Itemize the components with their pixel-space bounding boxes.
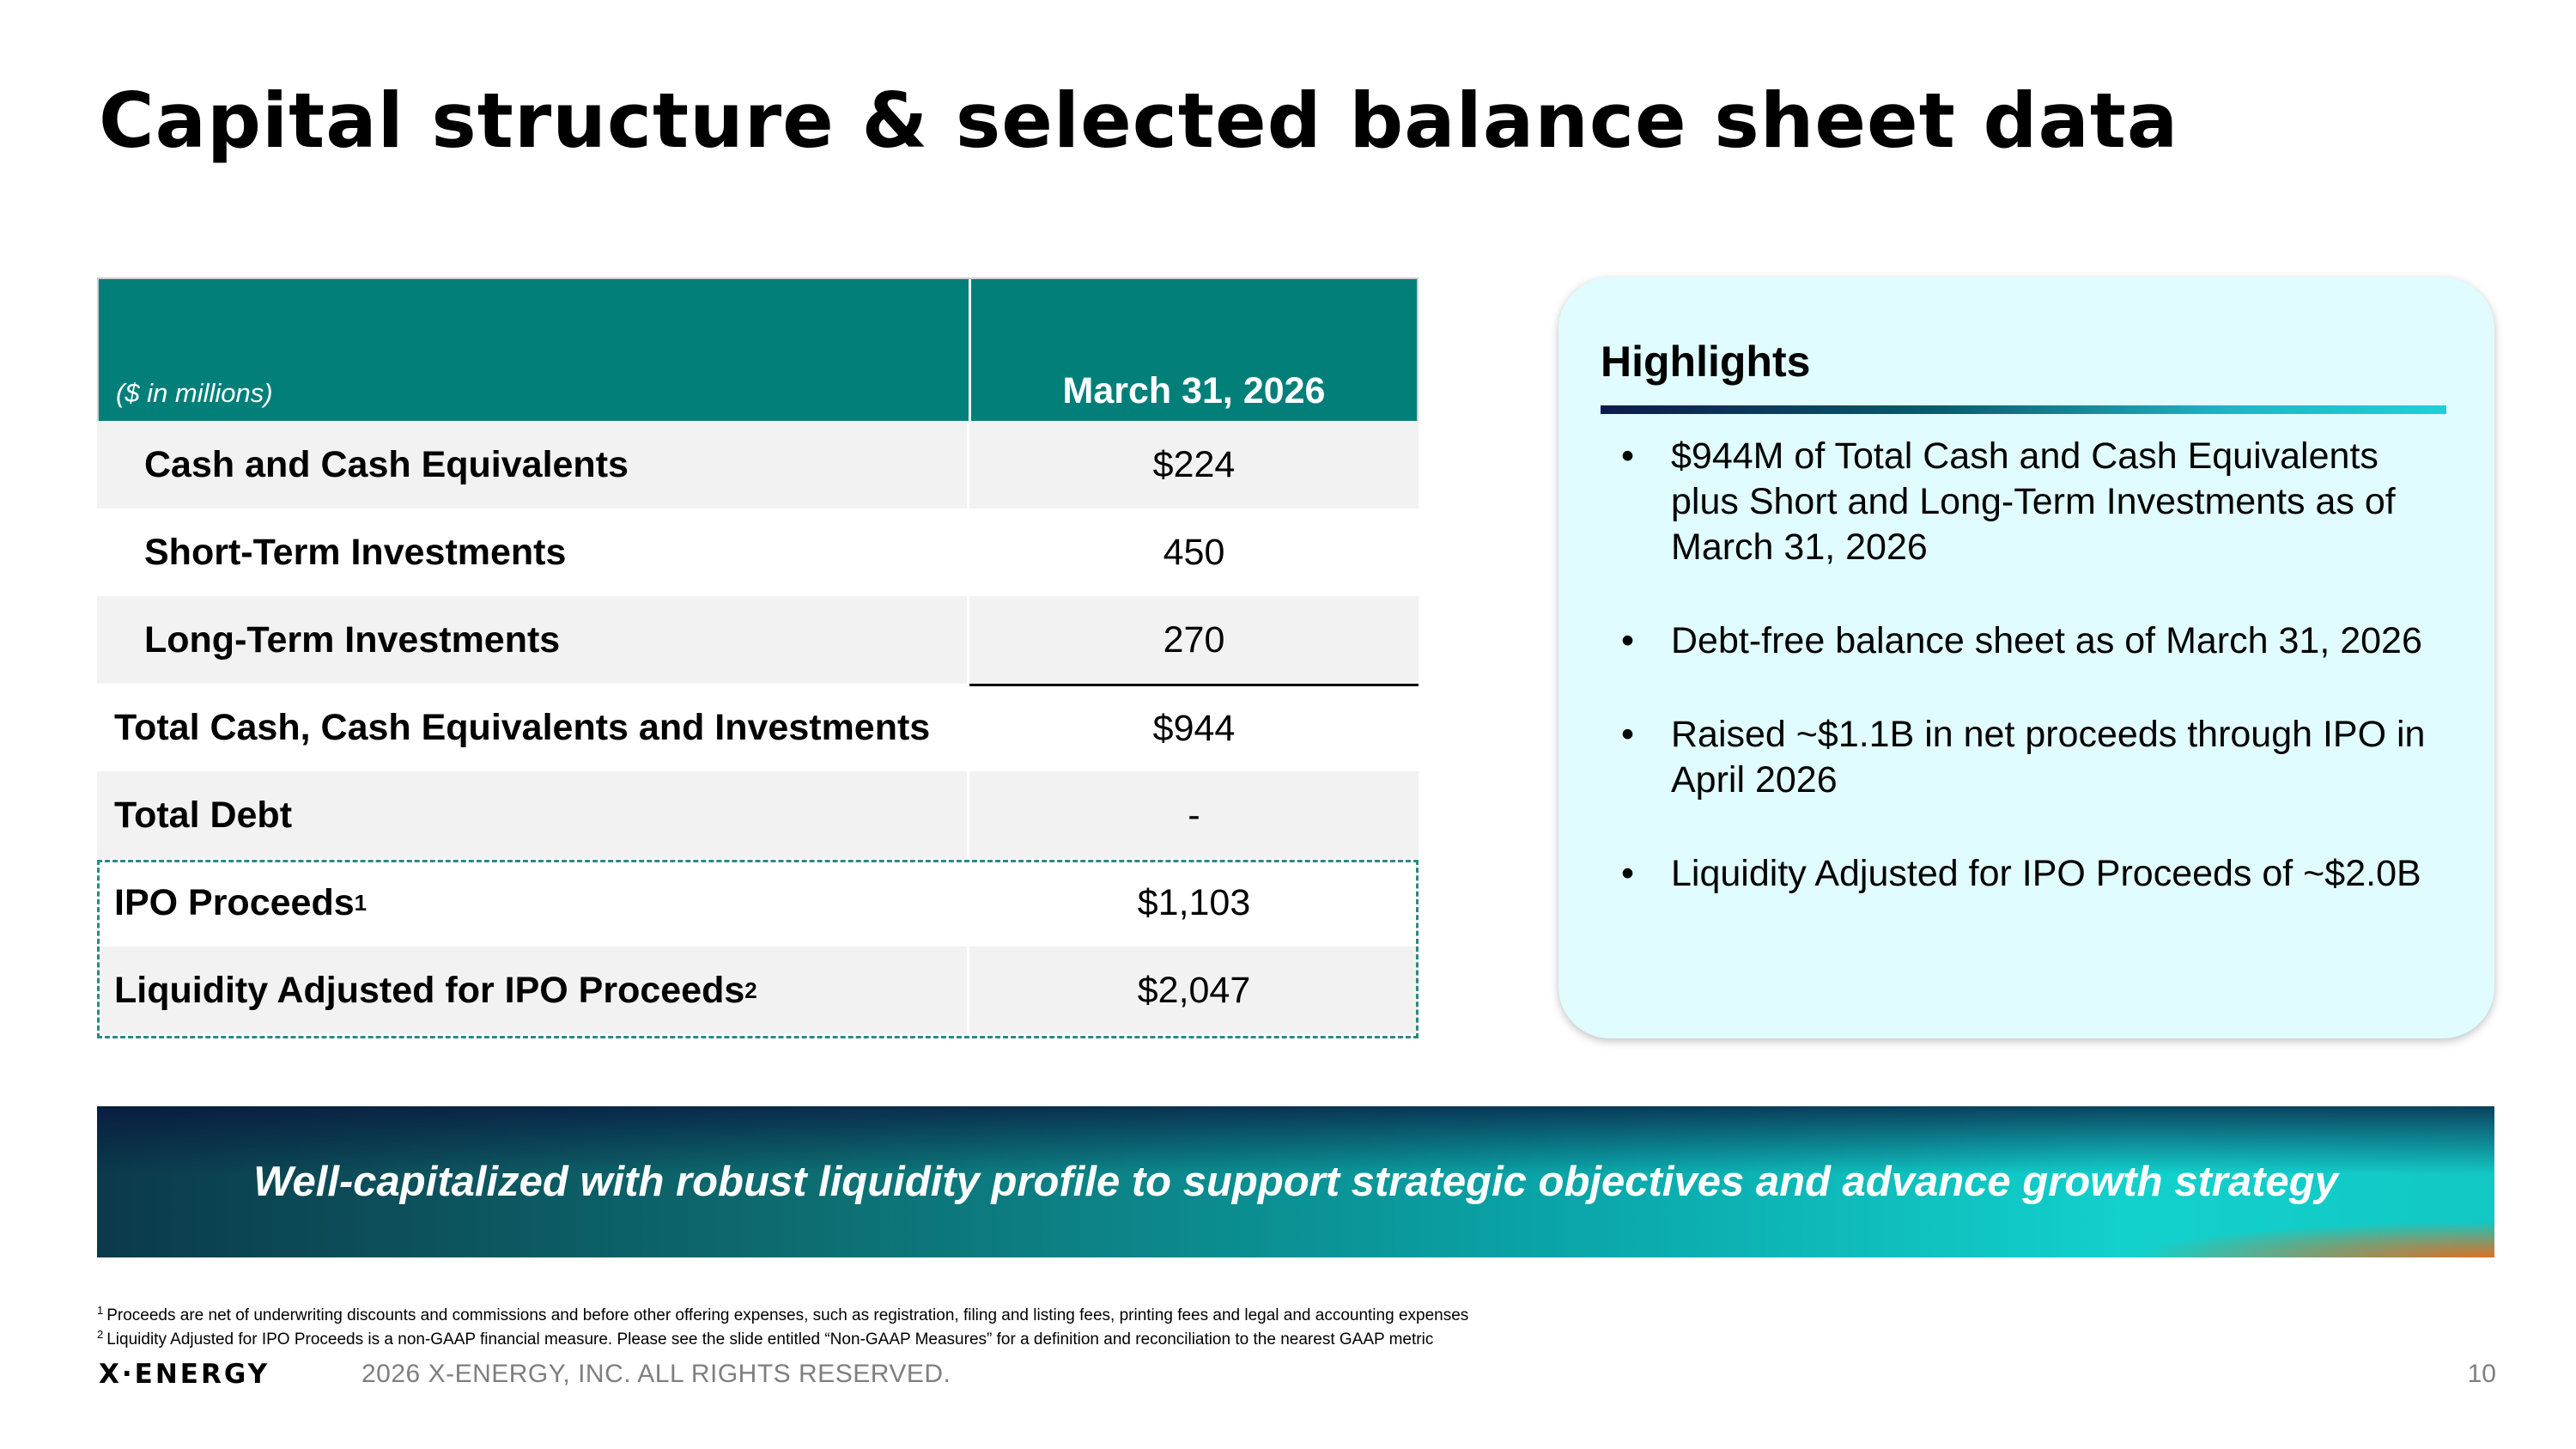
footnote-mark: 1	[97, 1303, 104, 1317]
row-label: Cash and Cash Equivalents	[144, 443, 629, 485]
list-item	[1614, 618, 2439, 664]
row-value: $1,103	[1137, 881, 1251, 923]
page-title: Capital structure & selected balance sheet data	[99, 76, 2179, 165]
row-value: -	[1188, 794, 1200, 836]
row-label: Long-Term Investments	[144, 618, 561, 661]
page-number: 10	[2467, 1360, 2496, 1388]
footnote-mark: 2	[97, 1327, 104, 1341]
highlights-list	[1614, 434, 2439, 945]
footnote-2	[97, 1328, 1468, 1352]
row-label: Total Debt	[114, 794, 293, 836]
list-item	[1614, 434, 2439, 570]
table-row	[97, 508, 1419, 596]
footnotes	[97, 1304, 1468, 1352]
row-value: $2,047	[1137, 969, 1251, 1011]
row-value: $944	[969, 684, 1419, 771]
row-label: IPO Proceeds	[114, 881, 355, 923]
table-row	[97, 421, 1419, 508]
list-item	[1614, 712, 2439, 803]
unit-label: ($ in millions)	[99, 279, 971, 421]
highlight-text: Liquidity Adjusted for IPO Proceeds of ~$2.0B	[1671, 853, 2421, 894]
table-header	[97, 277, 1419, 421]
bullet-icon: •	[1621, 853, 1635, 894]
highlight-text: Raised ~$1.1B in net proceeds through IPO in April 2026	[1671, 714, 2426, 801]
row-value: 270	[1163, 618, 1225, 661]
highlight-text: $944M of Total Cash and Cash Equivalents plus Short and Long-Term Investments as of March 31, 2026	[1671, 435, 2396, 568]
row-label: Liquidity Adjusted for IPO Proceeds	[114, 969, 745, 1011]
table-row: Liquidity Adjusted for IPO Proceeds 2 $2,047	[97, 947, 1419, 1034]
list-item	[1614, 851, 2439, 897]
banner-text: Well-capitalized with robust liquidity profile to support strategic objectives and advance growth strategy	[253, 1159, 2338, 1205]
bullet-icon: •	[1621, 620, 1635, 661]
table-row	[97, 596, 1419, 684]
footnote-text: Liquidity Adjusted for IPO Proceeds is a non-GAAP financial measure. Please see the slide entitled “Non-GAAP Measures” for a definition and reconciliation to the nearest GAAP metric	[106, 1330, 1434, 1349]
column-header-date: March 31, 2026	[1062, 370, 1326, 411]
table-row: IPO Proceeds 1 $1,103	[97, 859, 1419, 947]
footnote-text: Proceeds are net of underwriting discounts and commissions and before other offering expenses, such as registration, filing and listing fees, printing fees and legal and accounting expenses	[106, 1306, 1469, 1324]
row-value: 450	[1163, 531, 1225, 573]
row-label: Total Cash, Cash Equivalents and Investments	[114, 706, 931, 748]
row-label: Short-Term Investments	[144, 531, 567, 573]
balance-sheet-table	[97, 277, 1419, 1034]
highlight-text: Debt-free balance sheet as of March 31, 2026	[1671, 620, 2422, 661]
bullet-icon: •	[1621, 714, 1635, 755]
row-value: $224	[1152, 443, 1236, 485]
x-energy-logo: X·ENERGY	[99, 1359, 270, 1390]
table-row	[97, 684, 1419, 771]
bullet-icon: •	[1621, 435, 1635, 477]
highlights-underline	[1601, 405, 2446, 414]
footnote-1	[97, 1304, 1468, 1328]
highlights-title: Highlights	[1601, 338, 1811, 386]
key-message-banner	[97, 1106, 2494, 1257]
table-row	[97, 771, 1419, 859]
copyright-text: 2026 X-ENERGY, INC. ALL RIGHTS RESERVED.	[361, 1360, 951, 1388]
